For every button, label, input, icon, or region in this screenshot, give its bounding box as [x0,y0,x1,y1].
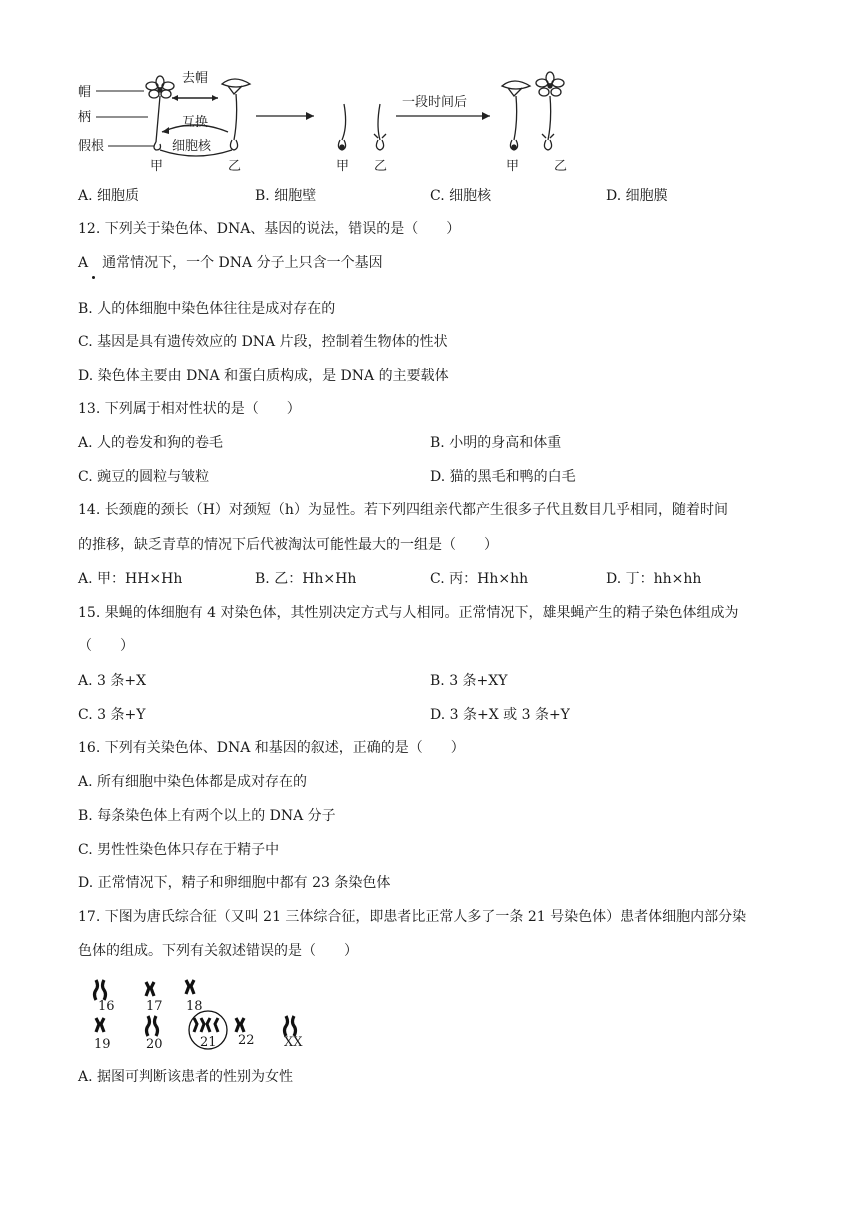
label-xx: XX [284,1035,303,1050]
q16-stem: 16. 下列有关染色体、DNA 和基因的叙述，正确的是（ ） [78,740,465,756]
label-16: 16 [98,999,115,1014]
acetabularia-figure [78,70,598,180]
q15-option-b: B. 3 条+XY [430,673,508,689]
q13-option-a: A. 人的卷发和狗的卷毛 [78,435,224,451]
chromosome-xx [285,1016,296,1036]
q16-option-d: D. 正常情况下，精子和卵细胞中都有 23 条染色体 [78,875,391,891]
q17-option-a: A. 据图可判断该患者的性别为女性 [78,1069,294,1085]
q15-stem-line1: 15. 果蝇的体细胞有 4 对染色体，其性别决定方式与人相同。正常情况下，雄果蝇产生的精子染色体组成为 [78,605,739,621]
q14-option-c: C. 丙：Hh×hh [430,571,529,587]
karyotype-figure [88,978,328,1052]
chromosome-17 [146,982,154,996]
label-rhizoid: 假根 [78,139,105,154]
chromosome-22 [236,1018,244,1032]
yi-plant-3 [536,72,564,150]
jia-plant-1 [146,76,174,150]
label-remove-cap: 去帽 [182,71,209,86]
q13-option-d: D. 猫的黑毛和鸭的白毛 [430,469,576,485]
label-jia-1: 甲 [150,159,164,174]
label-19: 19 [94,1037,111,1052]
label-swap: 互换 [182,115,209,130]
label-cap: 帽 [78,85,92,100]
label-stalk: 柄 [78,110,92,125]
label-nucleus: 细胞核 [172,139,212,154]
q14-option-d: D. 丁：hh×hh [606,571,702,587]
q14-stem-line1: 14. 长颈鹿的颈长（H）对颈短（h）为显性。若下列四组亲代都产生很多子代且数目几乎相同，随着时间 [78,502,728,518]
q12-option-a: A 通常情况下，一个 DNA 分子上只含一个基因 [78,255,383,271]
q12-option-b: B. 人的体细胞中染色体往往是成对存在的 [78,301,336,317]
q13-option-b: B. 小明的身高和体重 [430,435,562,451]
label-yi-1: 乙 [228,159,242,174]
yi-plant-1 [222,79,250,150]
q16-option-c: C. 男性性染色体只存在于精子中 [78,842,280,858]
q17-stem-line1: 17. 下图为唐氏综合征（又叫 21 三体综合征，即患者比正常人多了一条 21 号染色体）患者体细胞内部分染 [78,909,747,925]
label-18: 18 [186,999,203,1014]
label-after-time: 一段时间后 [402,95,468,110]
q12-option-d: D. 染色体主要由 DNA 和蛋白质构成，是 DNA 的主要载体 [78,368,449,384]
q12-option-c: C. 基因是具有遗传效应的 DNA 片段，控制着生物体的性状 [78,334,448,350]
label-yi-2: 乙 [374,159,388,174]
label-jia-2: 甲 [336,159,350,174]
q16-option-b: B. 每条染色体上有两个以上的 DNA 分子 [78,808,336,824]
jia-plant-3 [502,81,530,150]
q11-option-d: D. 细胞膜 [606,188,668,204]
q11-option-a: A. 细胞质 [78,188,140,204]
chromosome-19 [96,1018,104,1032]
q13-stem: 13. 下列属于相对性状的是（ ） [78,401,301,417]
q13-option-c: C. 豌豆的圆粒与皱粒 [78,469,210,485]
q12-stem: 12. 下列关于染色体、DNA、基因的说法，错误的是（ ） [78,221,461,237]
label-21: 21 [200,1035,217,1050]
q15-option-d: D. 3 条+X 或 3 条+Y [430,707,570,723]
label-yi-3: 乙 [554,159,568,174]
label-jia-3: 甲 [506,159,520,174]
stray-dot [92,276,95,279]
chromosome-20 [147,1016,158,1036]
yi-stalk-2 [374,104,386,150]
label-20: 20 [146,1037,163,1052]
q11-option-b: B. 细胞壁 [255,188,317,204]
chromosome-16 [95,980,106,1000]
jia-stalk-2 [338,104,345,150]
q14-option-a: A. 甲：HH×Hh [78,571,183,587]
q15-stem-line2: （ ） [78,638,134,654]
q17-stem-line2: 色体的组成。下列有关叙述错误的是（ ） [78,943,358,959]
label-22: 22 [238,1033,255,1048]
q11-option-c: C. 细胞核 [430,188,492,204]
q14-stem-line2: 的推移，缺乏青草的情况下后代被淘汰可能性最大的一组是（ ） [78,537,498,553]
chromosome-18 [186,980,194,994]
q16-option-a: A. 所有细胞中染色体都是成对存在的 [78,774,308,790]
q14-option-b: B. 乙：Hh×Hh [255,571,357,587]
q15-option-a: A. 3 条+X [78,673,147,689]
q15-option-c: C. 3 条+Y [78,707,146,723]
label-17: 17 [146,999,163,1014]
chromosome-21 [194,1018,218,1032]
